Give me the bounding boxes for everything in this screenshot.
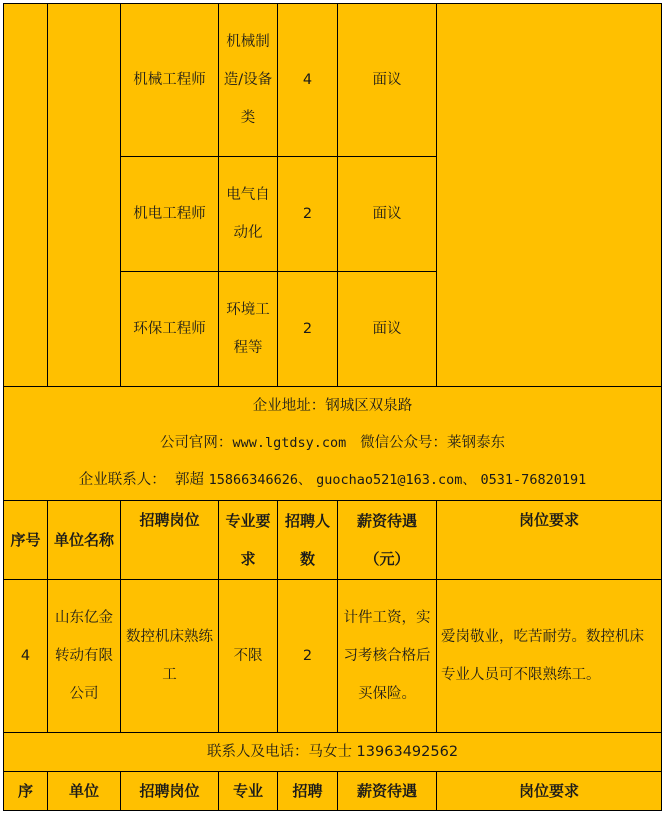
website-link[interactable]: www.lgtdsy.com (232, 435, 347, 451)
header-count: 招聘 (278, 772, 338, 811)
header-company: 单位 (48, 772, 121, 811)
company-contact-line (8, 462, 657, 499)
header-major: 专业要求 (219, 501, 278, 580)
header-company: 单位名称 (48, 501, 121, 580)
requirement-cell-continued (437, 4, 662, 387)
company-info-cell (4, 387, 662, 501)
salary-cell: 计件工资，实习考核合格后买保险。 (338, 580, 437, 733)
contact-email[interactable]: guochao521@163.com、 (316, 472, 476, 488)
count-cell: 2 (278, 157, 338, 272)
wechat-account: 微信公众号：莱钢泰东 (360, 435, 506, 451)
salary-cell: 面议 (338, 157, 437, 272)
company-name: 山东亿金转动有限公司 (48, 580, 121, 733)
position-cell: 数控机床熟练工 (121, 580, 219, 733)
salary-cell: 面议 (338, 272, 437, 387)
header-count: 招聘人数 (278, 501, 338, 580)
table-header-row (4, 501, 662, 580)
contact-phone: 15866346626、 (208, 472, 312, 488)
header-index: 序 (4, 772, 48, 811)
salary-cell: 面议 (338, 4, 437, 157)
major-cell: 机械制造/设备类 (219, 4, 278, 157)
header-requirement: 岗位要求 (437, 772, 662, 811)
company-address: 企业地址：钢城区双泉路 (252, 398, 413, 414)
header-index: 序号 (4, 501, 48, 580)
position-cell: 机械工程师 (121, 4, 219, 157)
recruitment-table (3, 3, 662, 811)
job-row (4, 4, 662, 157)
table-header-row (4, 772, 662, 811)
count-cell: 4 (278, 4, 338, 157)
contact-row (4, 733, 662, 772)
company-index: 4 (4, 580, 48, 733)
header-salary: 薪资待遇 (338, 772, 437, 811)
position-cell: 机电工程师 (121, 157, 219, 272)
major-cell: 电气自动化 (219, 157, 278, 272)
header-major: 专业 (219, 772, 278, 811)
header-position: 招聘岗位 (121, 501, 219, 580)
company-info-row (4, 387, 662, 501)
header-requirement: 岗位要求 (437, 501, 662, 580)
major-cell: 不限 (219, 580, 278, 733)
count-cell: 2 (278, 580, 338, 733)
header-position: 招聘岗位 (121, 772, 219, 811)
position-cell: 环保工程师 (121, 272, 219, 387)
website-label: 公司官网： (159, 435, 233, 451)
header-salary: 薪资待遇（元） (338, 501, 437, 580)
company-row (4, 580, 662, 733)
requirement-cell: 爱岗敬业，吃苦耐劳。数控机床专业人员可不限熟练工。 (437, 580, 662, 733)
index-cell-continued (4, 4, 48, 387)
company-contact: 联系人及电话：马女士 13963492562 (4, 733, 662, 772)
major-cell: 环境工程等 (219, 272, 278, 387)
contact-tel: 0531-76820191 (480, 472, 587, 488)
contact-label: 企业联系人： (78, 472, 166, 488)
count-cell: 2 (278, 272, 338, 387)
company-web-line (8, 425, 657, 462)
company-cell-continued (48, 4, 121, 387)
contact-name: 郭超 (175, 472, 204, 488)
